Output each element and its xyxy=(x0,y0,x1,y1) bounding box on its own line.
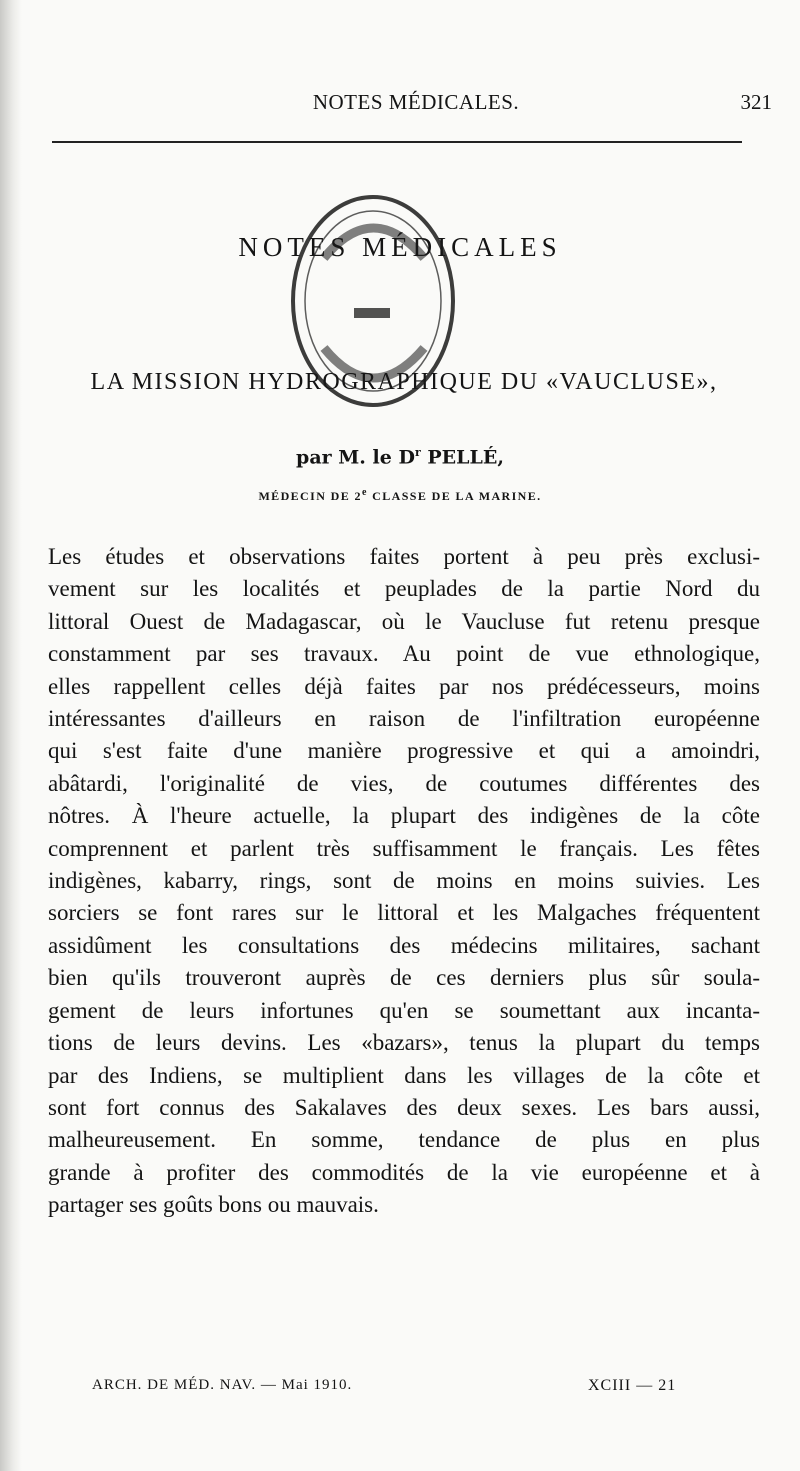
body-line: malheureusement. En somme, tendance de plus en plus xyxy=(48,1127,760,1153)
body-line: abâtardi, l'originalité de vies, de coutumes différentes des xyxy=(48,770,760,796)
article-title-line1: NOTES MÉDICALES xyxy=(238,232,562,262)
body-line: partager ses goûts bons ou mauvais. xyxy=(48,1192,379,1218)
author-line xyxy=(0,446,800,468)
library-stamp xyxy=(284,188,462,414)
running-head xyxy=(60,86,772,122)
author-role-prefix: MÉDECIN DE 2 xyxy=(258,489,362,503)
body-line: bien qu'ils trouveront auprès de ces derniers plus sûr soula- xyxy=(48,965,760,991)
body-line: qui s'est faite d'une manière progressive et qui a amoindri, xyxy=(48,738,760,764)
author-name: PELLÉ, xyxy=(420,446,504,469)
body-line: elles rappellent celles déjà faites par nos prédécesseurs, moins xyxy=(48,673,760,699)
body-paragraph xyxy=(48,541,760,1222)
body-line: littoral Ouest de Madagascar, où le Vaucluse fut retenu presque xyxy=(48,608,760,634)
body-line: par des Indiens, se multiplient dans les villages de la côte et xyxy=(48,1062,760,1088)
body-line: vement sur les localités et peuplades de la partie Nord du xyxy=(48,576,760,602)
body-line: grande à profiter des commodités de la vie européenne et à xyxy=(48,1159,760,1185)
body-line: Les études et observations faites portent à peu près exclusi- xyxy=(48,544,760,569)
article-title-line2: LA MISSION HYDROGRAPHIQUE DU «VAUCLUSE», xyxy=(90,369,718,395)
author-role xyxy=(0,487,800,504)
page-edge-shadow xyxy=(0,0,22,1471)
footer-signature: XCIII — 21 xyxy=(588,1377,677,1394)
author-role-sup: e xyxy=(361,487,368,498)
author-prefix: par M. le D xyxy=(296,446,415,469)
footer-citation: ARCH. DE MÉD. NAV. — Mai 1910. xyxy=(92,1377,353,1393)
body-line: constamment par ses travaux. Au point de vue ethnologique, xyxy=(48,641,760,667)
page-number: 321 xyxy=(740,90,772,114)
author-role-suffix: CLASSE DE LA MARINE. xyxy=(367,489,542,503)
body-line: sont fort connus des Sakalaves des deux sexes. Les bars aussi, xyxy=(48,1094,760,1120)
body-line: intéressantes d'ailleurs en raison de l'infiltration européenne xyxy=(48,706,760,732)
body-line: sorciers se font rares sur le littoral et les Malgaches fréquentent xyxy=(48,900,760,926)
header-rule xyxy=(52,141,742,143)
body-line: tions de leurs devins. Les «bazars», tenus la plupart du temps xyxy=(48,1030,760,1056)
running-head-title: NOTES MÉDICALES. xyxy=(312,90,520,114)
author-abbrev-sup: r xyxy=(414,446,421,459)
body-line: nôtres. À l'heure actuelle, la plupart des indigènes de la côte xyxy=(48,803,760,829)
body-line: indigènes, kabarry, rings, sont de moins en moins suivies. Les xyxy=(48,868,760,894)
body-line: comprennent et parlent très suffisamment le français. Les fêtes xyxy=(48,835,760,861)
body-line: gement de leurs infortunes qu'en se soumettant aux incanta- xyxy=(48,997,760,1023)
body-line: assidûment les consultations des médecins militaires, sachant xyxy=(48,932,760,958)
